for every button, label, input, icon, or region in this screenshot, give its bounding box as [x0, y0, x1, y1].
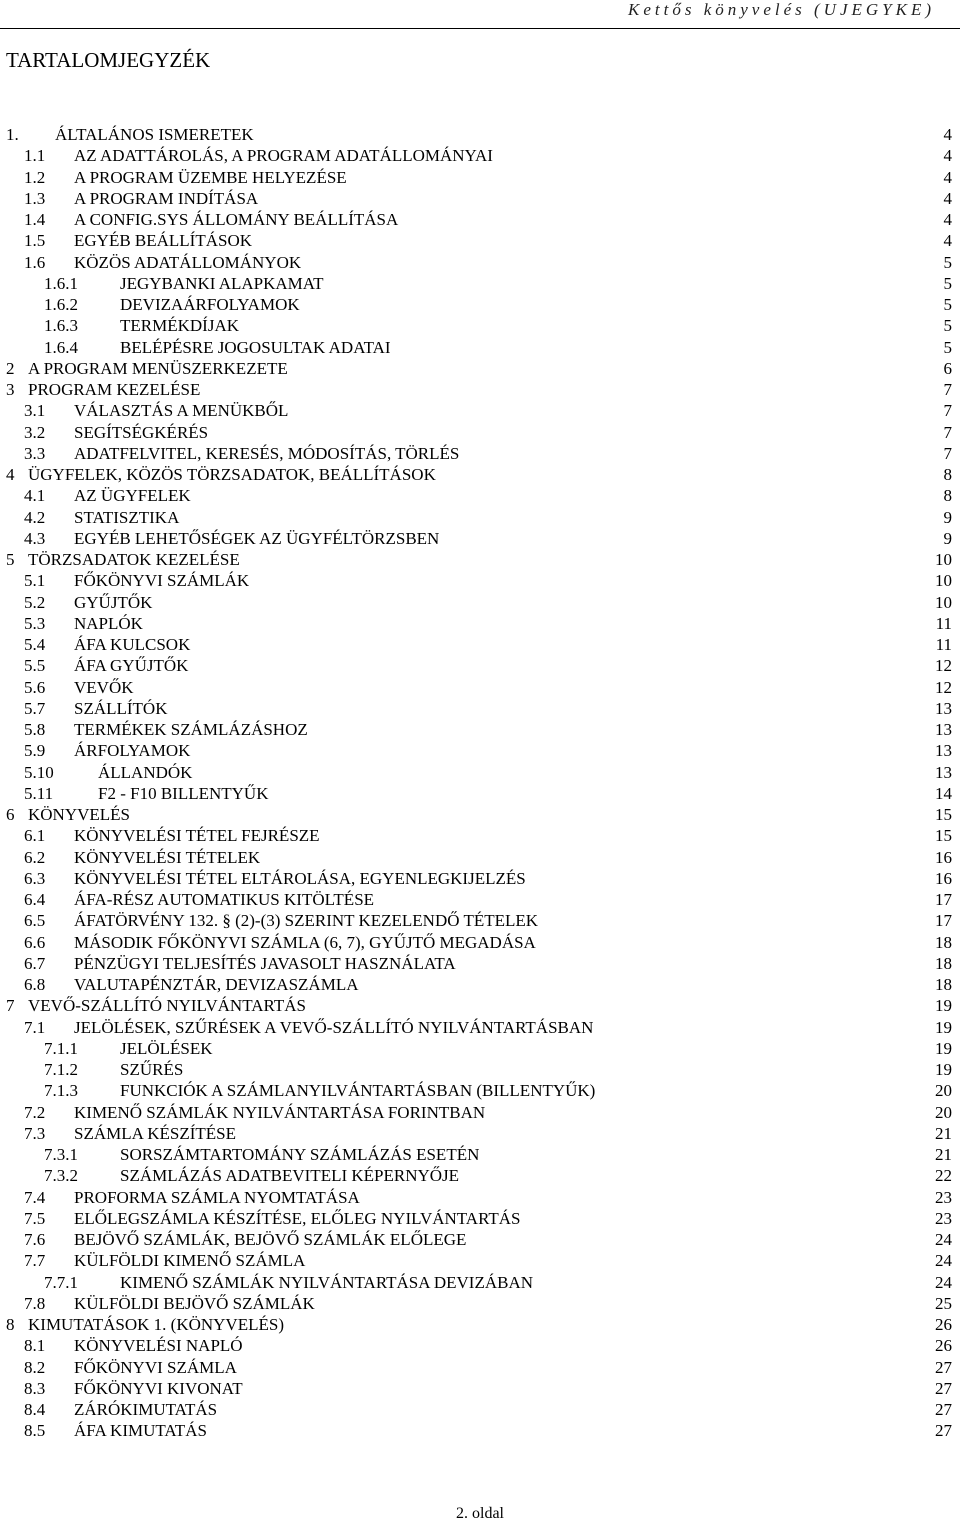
toc-entry-number: 1.6.4: [44, 337, 78, 357]
toc-entry[interactable]: [0, 124, 960, 145]
toc-entry-title: FŐKÖNYVI SZÁMLÁK: [74, 571, 250, 591]
toc-entry-number: 5.7: [24, 698, 46, 718]
toc-entry[interactable]: [0, 358, 960, 379]
toc-entry-title: GYŰJTŐK: [74, 592, 153, 612]
toc-entry-title: SORSZÁMTARTOMÁNY SZÁMLÁZÁS ESETÉN: [120, 1145, 480, 1164]
toc-entry-title: BEJÖVŐ SZÁMLÁK, BEJÖVŐ SZÁMLÁK ELŐLEGE: [74, 1230, 467, 1249]
toc-entry-title: SZÁLLÍTÓK: [74, 698, 168, 718]
toc-entry-page: 24: [935, 1230, 952, 1249]
toc-entry-page: 7: [943, 422, 952, 442]
toc-entry[interactable]: [0, 932, 960, 953]
toc-entry[interactable]: [0, 528, 960, 549]
toc-entry-page: 21: [935, 1145, 952, 1164]
toc-entry-title: PROFORMA SZÁMLA NYOMTATÁSA: [74, 1187, 360, 1207]
toc-entry[interactable]: [0, 1335, 960, 1356]
toc-entry-page: 5: [943, 316, 952, 336]
toc-entry-page: 19: [935, 996, 952, 1016]
toc-entry-page: 16: [935, 847, 952, 867]
toc-entry-page: 20: [935, 1081, 952, 1101]
toc-entry-title: FŐKÖNYVI KIVONAT: [74, 1378, 243, 1398]
toc-entry-number: 7.3: [24, 1123, 46, 1143]
toc-entry-number: 3.2: [24, 422, 46, 442]
toc-entry-number: 7.7: [24, 1251, 46, 1271]
toc-entry-number: 1.4: [24, 210, 46, 229]
toc-entry[interactable]: [0, 1250, 960, 1271]
toc-entry-page: 12: [935, 656, 952, 676]
toc-entry-number: 6.8: [24, 975, 46, 994]
toc-entry[interactable]: [0, 1080, 960, 1101]
toc-entry[interactable]: [0, 337, 960, 358]
toc-entry[interactable]: [0, 315, 960, 336]
toc-entry-title: SEGÍTSÉGKÉRÉS: [74, 422, 209, 442]
toc-entry-page: 18: [935, 953, 952, 973]
toc-entry-title: VEVŐK: [74, 677, 134, 697]
toc-entry-title: SZÁMLÁZÁS ADATBEVITELI KÉPERNYŐJE: [120, 1166, 460, 1186]
toc-entry[interactable]: [0, 804, 960, 825]
toc-entry-number: 2: [6, 358, 15, 378]
toc-entry-title: VALUTAPÉNZTÁR, DEVIZASZÁMLA: [74, 975, 359, 994]
toc-entry-number: 6.5: [24, 911, 46, 931]
toc-entry-page: 10: [935, 550, 952, 569]
toc-entry-title: A PROGRAM ÜZEMBE HELYEZÉSE: [74, 167, 347, 187]
toc-entry-title: SZÁMLA KÉSZÍTÉSE: [74, 1123, 236, 1143]
toc-entry[interactable]: [0, 1208, 960, 1229]
toc-entry-number: 7: [6, 996, 15, 1016]
toc-entry-title: TÖRZSADATOK KEZELÉSE: [28, 550, 240, 569]
toc-entry[interactable]: [0, 1399, 960, 1420]
toc-entry-title: JEGYBANKI ALAPKAMAT: [120, 273, 324, 293]
toc-entry-title: ADATFELVITEL, KERESÉS, MÓDOSÍTÁS, TÖRLÉS: [74, 443, 460, 463]
toc-entry[interactable]: [0, 868, 960, 889]
toc-entry-number: 1.6.2: [44, 295, 78, 314]
toc-entry-title: AZ ADATTÁROLÁS, A PROGRAM ADATÁLLOMÁNYAI: [74, 146, 493, 166]
toc-entry-number: 7.2: [24, 1102, 46, 1122]
toc-title: TARTALOMJEGYZÉK: [6, 48, 211, 72]
toc-entry-page: 21: [935, 1123, 952, 1143]
toc-entry[interactable]: [0, 549, 960, 570]
toc-entry-page: 7: [943, 443, 952, 463]
toc-entry[interactable]: [0, 783, 960, 804]
toc-entry-number: 1.6: [24, 252, 46, 272]
toc-entry-title: PROGRAM KEZELÉSE: [28, 380, 201, 399]
toc-entry[interactable]: [0, 634, 960, 655]
toc-entry-title: ÁFA KULCSOK: [74, 635, 191, 654]
toc-entry-title: ÁFATÖRVÉNY 132. § (2)-(3) SZERINT KEZELENDŐ TÉTELEK: [74, 911, 539, 931]
toc-entry-page: 8: [943, 486, 952, 506]
toc-entry[interactable]: [0, 740, 960, 761]
toc-entry-number: 1.2: [24, 167, 46, 187]
toc-entry[interactable]: [0, 507, 960, 528]
toc-entry[interactable]: [0, 1314, 960, 1335]
toc-entry[interactable]: [0, 252, 960, 273]
toc-entry-title: ÁFA-RÉSZ AUTOMATIKUS KITÖLTÉSE: [74, 890, 375, 909]
toc-entry-title: EGYÉB BEÁLLÍTÁSOK: [74, 231, 253, 251]
toc-entry-number: 4.3: [24, 528, 46, 548]
toc-entry[interactable]: [0, 592, 960, 613]
toc-entry-title: SZŰRÉS: [120, 1060, 184, 1079]
toc-entry[interactable]: [0, 1123, 960, 1144]
toc-entry-title: ÁLTALÁNOS ISMERETEK: [55, 125, 254, 144]
toc-entry-number: 5.3: [24, 613, 46, 633]
toc-entry-title: TERMÉKEK SZÁMLÁZÁSHOZ: [74, 720, 308, 739]
toc-entry-number: 3.1: [24, 401, 46, 421]
toc-entry-title: NAPLÓK: [74, 613, 143, 633]
toc-entry-number: 6.1: [24, 826, 46, 846]
toc-entry[interactable]: [0, 379, 960, 400]
toc-entry[interactable]: [0, 422, 960, 443]
toc-entry[interactable]: [0, 464, 960, 485]
toc-entry-number: 7.1.1: [44, 1038, 78, 1058]
toc-entry[interactable]: [0, 209, 960, 230]
toc-entry-number: 8: [6, 1315, 15, 1334]
toc-entry-title: KÜLFÖLDI KIMENŐ SZÁMLA: [74, 1251, 306, 1271]
toc-entry-title: PÉNZÜGYI TELJESÍTÉS JAVASOLT HASZNÁLATA: [74, 953, 456, 973]
toc-entry-number: 8.2: [24, 1357, 46, 1377]
toc-entry-number: 5.1: [24, 571, 46, 591]
toc-entry-title: A PROGRAM INDÍTÁSA: [74, 188, 259, 208]
toc-entry-number: 5: [6, 550, 15, 569]
toc-entry-number: 8.1: [24, 1336, 46, 1356]
toc-entry-page: 19: [935, 1060, 952, 1079]
toc-entry-number: 7.8: [24, 1293, 46, 1313]
toc-entry-number: 6.2: [24, 847, 46, 867]
toc-entry-number: 6.4: [24, 890, 46, 909]
toc-entry-number: 7.6: [24, 1230, 46, 1249]
toc-entry-title: KÖNYVELÉSI TÉTELEK: [74, 847, 261, 867]
toc-entry-title: JELÖLÉSEK: [120, 1038, 213, 1058]
toc-entry[interactable]: [0, 974, 960, 995]
toc-entry[interactable]: [0, 910, 960, 931]
toc-entry-page: 27: [935, 1400, 952, 1419]
toc-entry-number: 6.7: [24, 953, 46, 973]
toc-entry-number: 7.7.1: [44, 1272, 78, 1292]
toc-entry[interactable]: [0, 1059, 960, 1080]
toc-entry-page: 7: [943, 401, 952, 421]
toc-entry-title: KIMUTATÁSOK 1. (KÖNYVELÉS): [28, 1315, 284, 1334]
toc-entry-page: 4: [943, 231, 952, 251]
toc-entry-title: DEVIZAÁRFOLYAMOK: [120, 295, 300, 314]
toc-entry-number: 1.6.3: [44, 316, 78, 336]
toc-entry[interactable]: [0, 1357, 960, 1378]
toc-entry-number: 6.3: [24, 868, 46, 888]
toc-entry-title: VÁLASZTÁS A MENÜKBŐL: [74, 401, 289, 421]
toc-entry[interactable]: [0, 485, 960, 506]
toc-entry-page: 26: [935, 1315, 952, 1334]
toc-entry[interactable]: [0, 230, 960, 251]
toc-entry-number: 6: [6, 805, 15, 824]
toc-entry[interactable]: [0, 1102, 960, 1123]
toc-entry[interactable]: [0, 1378, 960, 1399]
toc-entry-page: 13: [935, 741, 952, 761]
toc-entry[interactable]: [0, 273, 960, 294]
toc-entry[interactable]: [0, 1187, 960, 1208]
toc-entry-page: 15: [935, 826, 952, 846]
toc-entry-number: 5.6: [24, 677, 46, 697]
toc-entry-number: 3.3: [24, 443, 46, 463]
toc-entry-number: 1.1: [24, 146, 46, 166]
toc-entry-title: EGYÉB LEHETŐSÉGEK AZ ÜGYFÉLTÖRZSBEN: [74, 528, 440, 548]
toc-entry[interactable]: [0, 1165, 960, 1186]
toc-entry-page: 24: [935, 1251, 952, 1271]
toc-entry-title: KÖZÖS ADATÁLLOMÁNYOK: [74, 252, 302, 272]
toc-entry-page: 14: [935, 783, 952, 803]
toc-entry[interactable]: [0, 762, 960, 783]
toc-entry-page: 16: [935, 868, 952, 888]
toc-entry-page: 5: [943, 252, 952, 272]
toc-entry[interactable]: [0, 443, 960, 464]
toc-entry-page: 18: [935, 932, 952, 952]
toc-entry[interactable]: [0, 698, 960, 719]
toc-entry-title: TERMÉKDÍJAK: [120, 316, 239, 336]
table-of-contents: [0, 124, 960, 1442]
toc-entry-number: 4.1: [24, 486, 46, 506]
toc-entry-title: MÁSODIK FŐKÖNYVI SZÁMLA (6, 7), GYŰJTŐ MEGADÁSA: [74, 932, 536, 952]
toc-entry-page: 25: [935, 1293, 952, 1313]
toc-entry[interactable]: [0, 953, 960, 974]
toc-entry-page: 8: [943, 465, 952, 484]
toc-entry-page: 17: [935, 911, 952, 931]
toc-entry-page: 15: [935, 805, 952, 824]
toc-entry-page: 12: [935, 677, 952, 697]
toc-entry[interactable]: [0, 294, 960, 315]
toc-entry[interactable]: [0, 167, 960, 188]
toc-entry-number: 5.4: [24, 635, 46, 654]
toc-entry-page: 23: [935, 1187, 952, 1207]
toc-entry-page: 13: [935, 762, 952, 782]
toc-entry[interactable]: [0, 825, 960, 846]
toc-entry-page: 4: [943, 146, 952, 166]
toc-entry-page: 4: [943, 125, 952, 144]
toc-entry-page: 19: [935, 1038, 952, 1058]
toc-entry-number: 8.4: [24, 1400, 46, 1419]
toc-entry-title: KIMENŐ SZÁMLÁK NYILVÁNTARTÁSA FORINTBAN: [74, 1102, 486, 1122]
toc-entry[interactable]: [0, 847, 960, 868]
toc-entry-number: 1.3: [24, 188, 46, 208]
toc-entry-number: 1.5: [24, 231, 46, 251]
toc-entry-page: 5: [943, 295, 952, 314]
toc-entry-title: KÜLFÖLDI BEJÖVŐ SZÁMLÁK: [74, 1293, 315, 1313]
toc-entry[interactable]: [0, 188, 960, 209]
toc-entry-number: 7.5: [24, 1208, 46, 1228]
toc-entry-number: 7.1.2: [44, 1060, 78, 1079]
toc-entry-number: 7.3.1: [44, 1145, 78, 1164]
toc-entry-page: 19: [935, 1017, 952, 1037]
toc-entry-page: 4: [943, 210, 952, 229]
toc-entry-title: ÁRFOLYAMOK: [74, 741, 191, 761]
toc-entry[interactable]: [0, 400, 960, 421]
toc-entry-page: 18: [935, 975, 952, 994]
toc-entry[interactable]: [0, 995, 960, 1016]
toc-entry-title: KÖNYVELÉS: [28, 805, 130, 824]
toc-entry-title: AZ ÜGYFELEK: [74, 486, 191, 506]
toc-entry[interactable]: [0, 1017, 960, 1038]
toc-entry-page: 6: [943, 358, 952, 378]
toc-entry[interactable]: [0, 677, 960, 698]
toc-entry-title: ÁFA GYŰJTŐK: [74, 656, 189, 676]
toc-entry-title: VEVŐ-SZÁLLÍTÓ NYILVÁNTARTÁS: [28, 996, 306, 1016]
toc-entry-page: 4: [943, 167, 952, 187]
toc-entry-page: 27: [935, 1357, 952, 1377]
toc-entry-page: 13: [935, 720, 952, 739]
toc-entry[interactable]: [0, 1229, 960, 1250]
toc-entry-number: 5.8: [24, 720, 46, 739]
toc-entry-title: JELÖLÉSEK, SZŰRÉSEK A VEVŐ-SZÁLLÍTÓ NYILVÁNTARTÁSBAN: [74, 1017, 594, 1037]
toc-entry[interactable]: [0, 1144, 960, 1165]
toc-entry-number: 5.2: [24, 592, 46, 612]
toc-entry-number: 5.9: [24, 741, 46, 761]
running-header: Kettős könyvelés (UJEGYKE): [628, 0, 935, 19]
toc-entry-number: 4.2: [24, 507, 46, 527]
toc-entry-title: ÜGYFELEK, KÖZÖS TÖRZSADATOK, BEÁLLÍTÁSOK: [28, 465, 436, 484]
toc-entry-number: 5.10: [24, 762, 54, 782]
toc-entry-number: 3: [6, 380, 15, 399]
toc-entry[interactable]: [0, 1038, 960, 1059]
toc-entry-title: KÖNYVELÉSI NAPLÓ: [74, 1336, 243, 1356]
toc-entry-page: 7: [943, 380, 952, 399]
toc-entry-page: 24: [935, 1272, 952, 1292]
toc-entry-page: 10: [935, 571, 952, 591]
toc-entry[interactable]: [0, 1420, 960, 1441]
toc-entry-title: FŐKÖNYVI SZÁMLA: [74, 1357, 237, 1377]
page-number: 2. oldal: [456, 1505, 504, 1522]
toc-entry-number: 6.6: [24, 932, 46, 952]
toc-entry-number: 1.: [6, 125, 19, 144]
toc-entry-page: 11: [935, 635, 952, 654]
toc-entry[interactable]: [0, 655, 960, 676]
toc-entry-title: ZÁRÓKIMUTATÁS: [74, 1400, 218, 1419]
toc-entry-number: 5.11: [24, 783, 54, 803]
toc-entry-page: 5: [943, 273, 952, 293]
toc-entry-title: A CONFIG.SYS ÁLLOMÁNY BEÁLLÍTÁSA: [74, 210, 399, 229]
toc-entry-page: 9: [943, 507, 952, 527]
toc-entry[interactable]: [0, 889, 960, 910]
toc-entry-page: 4: [943, 188, 952, 208]
toc-entry-number: 7.1.3: [44, 1081, 78, 1101]
header-divider: [0, 28, 960, 29]
toc-entry-title: ÁFA KIMUTATÁS: [74, 1421, 207, 1441]
toc-entry-page: 22: [935, 1166, 952, 1186]
toc-entry-title: KIMENŐ SZÁMLÁK NYILVÁNTARTÁSA DEVIZÁBAN: [120, 1272, 534, 1292]
toc-entry-title: KÖNYVELÉSI TÉTEL ELTÁROLÁSA, EGYENLEGKIJELZÉS: [74, 868, 526, 888]
toc-entry-page: 27: [935, 1378, 952, 1398]
toc-entry-title: F2 - F10 BILLENTYŰK: [98, 783, 269, 803]
toc-entry-number: 4: [6, 465, 15, 484]
toc-entry[interactable]: [0, 613, 960, 634]
toc-entry-page: 13: [935, 698, 952, 718]
toc-entry-number: 8.5: [24, 1421, 46, 1441]
toc-entry-title: ÁLLANDÓK: [98, 762, 193, 782]
toc-entry-title: STATISZTIKA: [74, 507, 180, 527]
toc-entry-page: 27: [935, 1421, 952, 1441]
toc-entry-page: 17: [935, 890, 952, 909]
toc-entry-number: 8.3: [24, 1378, 46, 1398]
toc-entry-page: 20: [935, 1102, 952, 1122]
toc-entry-page: 9: [943, 528, 952, 548]
toc-entry[interactable]: [0, 1272, 960, 1293]
toc-entry-title: A PROGRAM MENÜSZERKEZETE: [28, 358, 288, 378]
toc-entry-number: 7.1: [24, 1017, 46, 1037]
toc-entry-title: BELÉPÉSRE JOGOSULTAK ADATAI: [120, 337, 391, 357]
toc-entry-page: 11: [935, 613, 952, 633]
toc-entry-number: 7.4: [24, 1187, 46, 1207]
toc-entry-number: 1.6.1: [44, 273, 78, 293]
toc-entry-title: KÖNYVELÉSI TÉTEL FEJRÉSZE: [74, 826, 320, 846]
toc-entry[interactable]: [0, 145, 960, 166]
toc-entry[interactable]: [0, 719, 960, 740]
toc-entry-page: 10: [935, 592, 952, 612]
toc-entry-page: 26: [935, 1336, 952, 1356]
toc-entry-title: ELŐLEGSZÁMLA KÉSZÍTÉSE, ELŐLEG NYILVÁNTARTÁS: [74, 1208, 521, 1228]
toc-entry-number: 7.3.2: [44, 1166, 78, 1186]
toc-entry-page: 23: [935, 1208, 952, 1228]
toc-entry-title: FUNKCIÓK A SZÁMLANYILVÁNTARTÁSBAN (BILLENTYŰK): [120, 1081, 596, 1101]
toc-entry-number: 5.5: [24, 656, 46, 676]
toc-entry-page: 5: [943, 337, 952, 357]
toc-entry[interactable]: [0, 570, 960, 591]
toc-entry[interactable]: [0, 1293, 960, 1314]
